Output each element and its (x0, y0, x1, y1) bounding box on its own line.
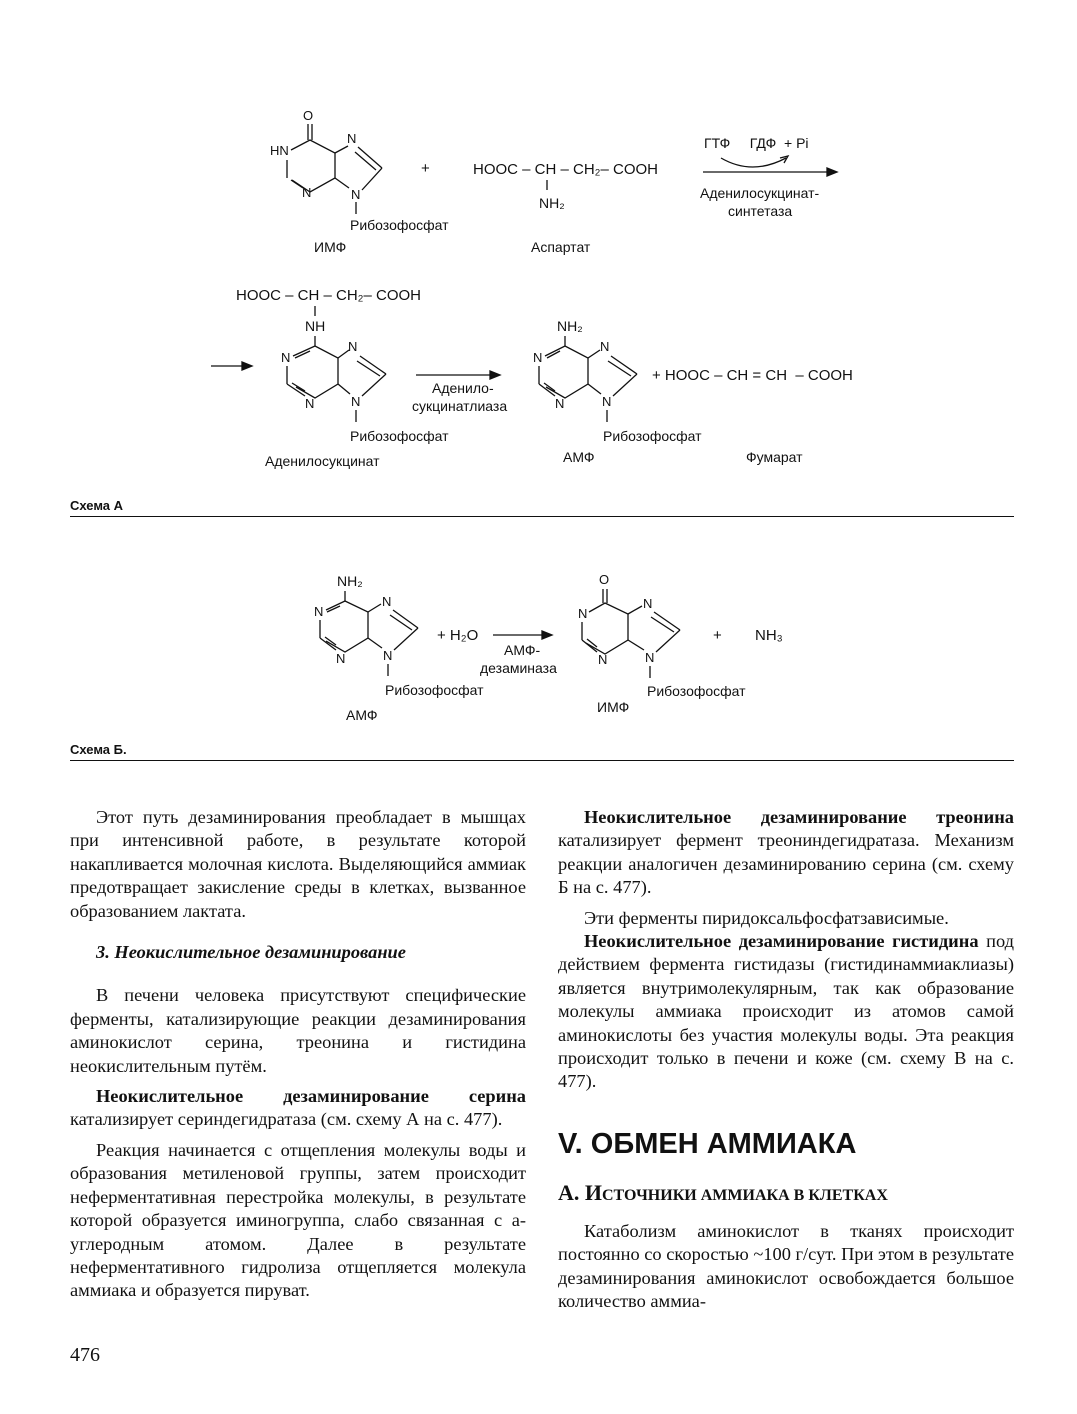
scheme-a-divider (70, 516, 1014, 517)
aspartate-formula: HOOC – CH – CH₂– COOH (473, 161, 659, 178)
section-heading-3: 3. Неокислительное дезаминирование (96, 942, 406, 963)
imp-b-ribose: Рибозофосфат (647, 683, 746, 699)
svg-text:N: N (281, 350, 291, 365)
svg-text:N: N (382, 594, 392, 609)
imp-label: ИМФ (314, 239, 347, 255)
amp-b-label: АМФ (346, 707, 378, 723)
imp-ribose-label: Рибозофосфат (350, 217, 449, 233)
svg-text:HN: HN (270, 143, 289, 158)
left-paragraph-3 (70, 1085, 526, 1132)
enzyme1-label-line1: Аденилосукцинат- (700, 185, 820, 201)
right-paragraph-3 (558, 930, 1014, 1094)
amp-b-structure (314, 591, 418, 676)
svg-text:N: N (533, 350, 543, 365)
svg-text:N: N (383, 648, 393, 663)
amp-ribose: Рибозофосфат (603, 428, 702, 444)
svg-text:N: N (555, 396, 565, 411)
plus-b: + (713, 627, 722, 644)
amp-b-ribose: Рибозофосфат (385, 682, 484, 698)
svg-text:N: N (600, 339, 610, 354)
page-number: 476 (70, 1344, 100, 1366)
aspartate-nh2: NH₂ (539, 195, 565, 211)
enzyme1-label-line2: синтетаза (728, 203, 793, 219)
svg-text:N: N (645, 650, 655, 665)
scheme-b-diagram (0, 560, 1077, 730)
svg-text:N: N (302, 185, 312, 200)
heading-ammonia-sources (558, 1180, 888, 1206)
enzyme2-label-line1: Аденило- (432, 380, 494, 396)
svg-text:N: N (348, 339, 358, 354)
amp-structure (533, 336, 637, 422)
right-paragraph-1 (558, 806, 1014, 900)
svg-text:N: N (336, 651, 346, 666)
scheme-b-label: Схема Б. (70, 742, 127, 757)
fumarate-formula: + HOOC – CH = CH – COOH (652, 367, 853, 384)
svg-text:N: N (351, 187, 361, 202)
enzyme-b-line1: АМФ- (504, 642, 541, 658)
svg-text:N: N (643, 596, 653, 611)
imp-b-label: ИМФ (597, 699, 630, 715)
water-text: + H₂O (437, 627, 479, 644)
imp-structure (270, 108, 382, 214)
ammonia-text: NH₃ (755, 627, 783, 644)
amp-label: АМФ (563, 449, 595, 465)
amp-b-nh2: NH₂ (337, 573, 363, 589)
histidine-bold-term: Неокислительное дезаминирование гистидина (584, 931, 979, 952)
threonine-bold-term: Неокислительное дезаминирование треонина (584, 807, 1014, 827)
enzyme2-label-line2: сукцинатлиаза (412, 398, 508, 414)
adenylosuccinate-label: Аденилосукцинат (265, 453, 380, 469)
svg-text:N: N (347, 131, 357, 146)
svg-text:N: N (602, 394, 612, 409)
scheme-a-diagram (0, 0, 1077, 520)
left-column (70, 806, 526, 1303)
adenylosuccinate-structure (281, 339, 386, 422)
left-paragraph-2: В печени человека присутствуют специфические ферменты, катализирующие реакции дезаминирования аминокислот серина, треонина и гистидина неокислительным путём. (70, 985, 526, 1076)
aspartate-label: Аспартат (531, 239, 591, 255)
threonine-text: катализирует фермент треониндегидратаза. Механизм реакции аналогичен дезаминированию серина (см. схему Б на с. 477). (558, 830, 1014, 898)
fumarate-label: Фумарат (746, 449, 803, 465)
serine-text: катализирует сериндегидратаза (см. схему А на с. 477). (70, 1109, 503, 1130)
scheme-b-divider (70, 760, 1014, 761)
right-column-top (558, 806, 1014, 1094)
adenylosuccinate-nh: NH (305, 318, 326, 334)
adenylosuccinate-ribose: Рибозофосфат (350, 428, 449, 444)
svg-text:N: N (314, 604, 324, 619)
svg-text:N: N (305, 396, 315, 411)
right-paragraph-4: Катаболизм аминокислот в тканях происходит постоянно со скоростью ~100 г/сут. При этом в результате дезаминирования аминокислот освобождается большое количество аммиа- (558, 1221, 1014, 1312)
heading-2-rest: СТОЧНИКИ АММИАКА В КЛЕТКАХ (602, 1187, 888, 1204)
svg-text:O: O (599, 572, 610, 587)
left-paragraph-4: Реакция начинается с отщепления молекулы воды и образования метиленовой группы, затем происходит неферментативная перестройка молекулы, в результате которой образуется иминогруппа, слабо связанная с а-углеродным атомом. Далее в результате неферментативного гидролиза отщепляется молекула аммиака и образуется пируват. (70, 1139, 526, 1301)
scheme-a-label: Схема А (70, 498, 124, 513)
enzyme-b-line2: дезаминаза (480, 660, 557, 676)
plus-sign: + (421, 160, 430, 177)
right-column-bottom (558, 1220, 1014, 1314)
svg-text:N: N (598, 652, 608, 667)
cofactor-text: ГТФ ГДФ + Pi (704, 135, 809, 151)
imp-b-structure (578, 572, 680, 678)
heading-2-prefix: А. И (558, 1180, 602, 1205)
left-paragraph-1: Этот путь дезаминирования преобладает в мышцах при интенсивной работе, в результате которой накапливается молочная кислота. Выделяющийся аммиак предотвращает закисление среды в клетках, вызванное образованием лактата. (70, 807, 526, 921)
serine-bold-term: Неокислительное дезаминирование серина (96, 1086, 526, 1107)
right-paragraph-2: Эти ферменты пиридоксальфосфатзависимые. (584, 907, 949, 928)
histidine-text: под действием фермента гистидазы (гистидинаммиаклиазы) является внутримолекулярным, так как образование молекулы аммиака происходит из атомов самой аминокислоты без участия молекулы воды. Эта реакция происходит только в печени и коже (см. схему В на с. 477). (558, 931, 1014, 1092)
heading-ammonia-exchange: V. ОБМЕН АММИАКА (558, 1128, 857, 1160)
amp-nh2: NH₂ (557, 318, 583, 334)
svg-text:N: N (578, 606, 588, 621)
adenylosuccinate-chain: HOOC – CH – CH₂– COOH (236, 287, 422, 304)
svg-text:O: O (303, 108, 314, 123)
svg-text:N: N (351, 394, 361, 409)
